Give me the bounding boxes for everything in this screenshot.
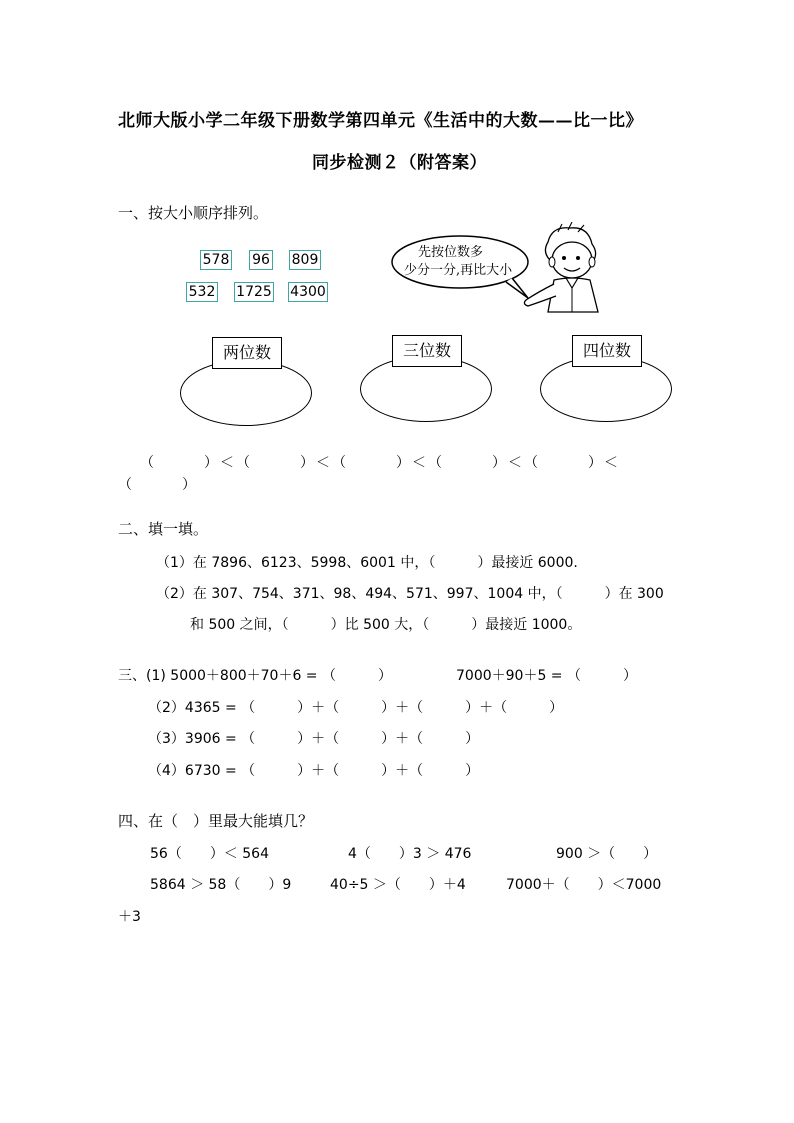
boy-illustration xyxy=(518,222,608,314)
question-4-2a: 5864 ＞ 58（ ）9 xyxy=(150,877,292,893)
question-3-1b: 7000＋90＋5 = （ ） xyxy=(456,668,637,684)
question-4-1a: 56（ ）＜ 564 xyxy=(150,846,269,862)
section2-heading: 二、填一填。 xyxy=(118,520,209,538)
group-label-four-digit: 四位数 xyxy=(572,335,642,367)
number-box: 578 xyxy=(200,250,232,270)
page-subtitle: 同步检测２（附答案） xyxy=(312,153,487,173)
section4-heading: 四、在（ ）里最大能填几？ xyxy=(118,812,314,830)
question-4-2-continued: ＋3 xyxy=(118,909,141,925)
order-line: （ ）＜（ ）＜（ ）＜（ ）＜（ ）＜ xyxy=(140,455,620,471)
group-label-two-digit: 两位数 xyxy=(212,337,282,369)
question-4-2c: 7000＋（ ）＜7000 xyxy=(506,877,662,893)
question-4-1c: 900 ＞（ ） xyxy=(556,846,658,862)
number-box: 96 xyxy=(249,250,273,270)
page-title: 北师大版小学二年级下册数学第四单元《生活中的大数——比一比》 xyxy=(118,111,643,131)
speech-text-line1: 先按位数多 xyxy=(418,245,484,260)
question-3-4: （4）6730 = （ ）＋（ ）＋（ ） xyxy=(148,763,480,779)
question-2-1: （1）在 7896、6123、5998、6001 中，（ ）最接近 6000. xyxy=(156,555,578,571)
section1-heading: 一、按大小顺序排列。 xyxy=(118,204,269,222)
number-box: 532 xyxy=(186,282,218,302)
question-3-3: （3）3906 = （ ）＋（ ）＋（ ） xyxy=(148,731,480,747)
question-3-2: （2）4365 = （ ）＋（ ）＋（ ）＋（ ） xyxy=(148,700,564,716)
question-4-1b: 4（ ）3 ＞ 476 xyxy=(348,846,472,862)
group-oval-two-digit xyxy=(180,360,312,426)
question-2-2: （2）在 307、754、371、98、494、571、997、1004 中，（ ）在 300 xyxy=(156,586,664,602)
number-box: 4300 xyxy=(288,282,328,302)
question-4-2b: 40÷5 ＞（ ）＋4 xyxy=(330,877,466,893)
number-box: 1725 xyxy=(234,282,274,302)
question-2-2-continued: 和 500 之间，（ ）比 500 大，（ ）最接近 1000。 xyxy=(190,617,582,633)
speech-text-line2: 少分一分,再比大小 xyxy=(404,263,513,278)
order-line-continued: （ ） xyxy=(118,477,198,493)
number-box: 809 xyxy=(289,250,321,270)
question-3-1a: 三、(1) 5000＋800＋70＋6 = （ ） xyxy=(118,668,392,684)
group-label-three-digit: 三位数 xyxy=(392,335,462,367)
